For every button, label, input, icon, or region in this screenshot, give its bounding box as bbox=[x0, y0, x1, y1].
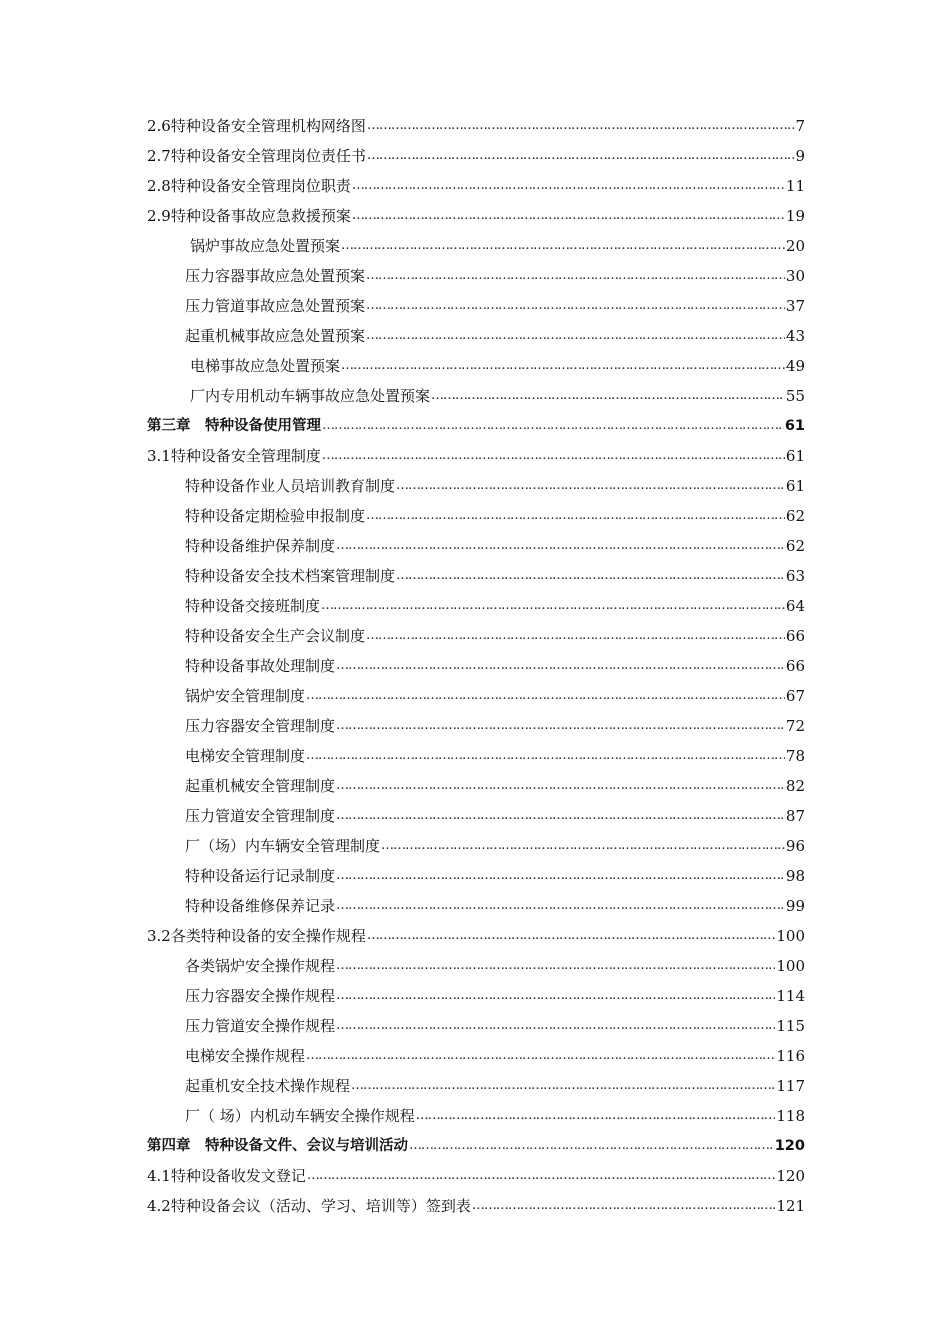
toc-entry[interactable] bbox=[0, 891, 950, 921]
toc-chapter-entry[interactable] bbox=[0, 1131, 950, 1161]
toc-entry[interactable] bbox=[0, 321, 950, 351]
toc-entry[interactable] bbox=[0, 441, 950, 471]
toc-entry-title: 电梯安全操作规程 bbox=[185, 1047, 306, 1065]
toc-entry-title: 厂（ 场）内机动车辆安全操作规程 bbox=[185, 1107, 415, 1125]
toc-entry-page-number: 11 bbox=[785, 177, 805, 195]
toc-entry[interactable] bbox=[0, 531, 950, 561]
toc-entry-title: 特种设备维护保养制度 bbox=[185, 537, 336, 555]
toc-entry-page-number: 43 bbox=[785, 327, 805, 345]
toc-entry-title: 2.6特种设备安全管理机构网络图 bbox=[147, 117, 366, 135]
toc-entry[interactable] bbox=[0, 681, 950, 711]
toc-leader-dots bbox=[341, 351, 785, 381]
toc-leader-dots bbox=[336, 981, 775, 1011]
toc-entry[interactable] bbox=[0, 771, 950, 801]
toc-leader-dots bbox=[307, 1161, 776, 1191]
toc-entry[interactable] bbox=[0, 381, 950, 411]
toc-leader-dots bbox=[367, 111, 795, 141]
toc-entry-title: 特种设备维修保养记录 bbox=[185, 897, 336, 915]
toc-entry-page-number: 55 bbox=[785, 387, 805, 405]
toc-entry[interactable] bbox=[0, 921, 950, 951]
toc-entry-page-number: 7 bbox=[795, 117, 805, 135]
toc-entry-title: 2.9特种设备事故应急救援预案 bbox=[147, 207, 351, 225]
toc-entry-title: 3.2各类特种设备的安全操作规程 bbox=[147, 927, 366, 945]
toc-entry[interactable] bbox=[0, 741, 950, 771]
toc-leader-dots bbox=[322, 411, 784, 441]
toc-entry-page-number: 100 bbox=[776, 927, 805, 945]
toc-entry[interactable] bbox=[0, 111, 950, 141]
toc-entry-page-number: 66 bbox=[785, 657, 805, 675]
toc-leader-dots bbox=[396, 471, 785, 501]
toc-entry-title: 压力管道事故应急处置预案 bbox=[185, 297, 366, 315]
toc-leader-dots bbox=[306, 741, 785, 771]
toc-leader-dots bbox=[352, 171, 785, 201]
toc-leader-dots bbox=[366, 261, 785, 291]
toc-entry-page-number: 117 bbox=[776, 1077, 805, 1095]
toc-leader-dots bbox=[352, 201, 785, 231]
toc-entry-title: 压力容器事故应急处置预案 bbox=[185, 267, 366, 285]
toc-entry[interactable] bbox=[0, 201, 950, 231]
toc-entry[interactable] bbox=[0, 501, 950, 531]
toc-leader-dots bbox=[336, 531, 785, 561]
toc-entry-page-number: 82 bbox=[785, 777, 805, 795]
toc-entry-title: 2.8特种设备安全管理岗位职责 bbox=[147, 177, 351, 195]
toc-leader-dots bbox=[472, 1191, 776, 1221]
toc-entry-page-number: 19 bbox=[785, 207, 805, 225]
toc-entry-title: 压力管道安全操作规程 bbox=[185, 1017, 336, 1035]
toc-entry-title: 起重机械安全管理制度 bbox=[185, 777, 336, 795]
toc-leader-dots bbox=[336, 651, 785, 681]
toc-entry-title: 锅炉安全管理制度 bbox=[185, 687, 306, 705]
toc-entry[interactable] bbox=[0, 261, 950, 291]
toc-entry-page-number: 100 bbox=[776, 957, 805, 975]
toc-leader-dots bbox=[341, 231, 785, 261]
toc-entry-page-number: 115 bbox=[776, 1017, 805, 1035]
toc-entry[interactable] bbox=[0, 291, 950, 321]
toc-entry-title: 压力容器安全操作规程 bbox=[185, 987, 336, 1005]
toc-leader-dots bbox=[336, 1011, 775, 1041]
toc-leader-dots bbox=[336, 771, 785, 801]
toc-entry-page-number: 66 bbox=[785, 627, 805, 645]
toc-entry-page-number: 120 bbox=[774, 1138, 805, 1154]
toc-leader-dots bbox=[396, 561, 785, 591]
toc-entry-page-number: 30 bbox=[785, 267, 805, 285]
toc-entry-title: 特种设备安全技术档案管理制度 bbox=[185, 567, 396, 585]
toc-leader-dots bbox=[366, 501, 785, 531]
toc-entry-page-number: 63 bbox=[785, 567, 805, 585]
toc-entry-title: 特种设备作业人员培训教育制度 bbox=[185, 477, 396, 495]
toc-entry-title: 压力管道安全管理制度 bbox=[185, 807, 336, 825]
toc-leader-dots bbox=[416, 1101, 776, 1131]
toc-entry-page-number: 49 bbox=[785, 357, 805, 375]
toc-entry-title: 厂内专用机动车辆事故应急处置预案 bbox=[190, 387, 431, 405]
toc-entry[interactable] bbox=[0, 981, 950, 1011]
toc-entry-page-number: 62 bbox=[785, 537, 805, 555]
toc-leader-dots bbox=[409, 1131, 774, 1161]
toc-entry-title: 特种设备定期检验申报制度 bbox=[185, 507, 366, 525]
toc-entry-page-number: 99 bbox=[785, 897, 805, 915]
toc-leader-dots bbox=[336, 801, 785, 831]
toc-entry[interactable] bbox=[0, 831, 950, 861]
toc-entry[interactable] bbox=[0, 711, 950, 741]
toc-entry-title: 3.1特种设备安全管理制度 bbox=[147, 447, 321, 465]
toc-leader-dots bbox=[367, 921, 776, 951]
toc-entry-title: 起重机安全技术操作规程 bbox=[185, 1077, 351, 1095]
toc-leader-dots bbox=[351, 1071, 775, 1101]
toc-entry-page-number: 87 bbox=[785, 807, 805, 825]
toc-leader-dots bbox=[306, 681, 785, 711]
toc-entry[interactable] bbox=[0, 1071, 950, 1101]
toc-entry-title: 4.2特种设备会议（活动、学习、培训等）签到表 bbox=[147, 1197, 471, 1215]
toc-entry-title: 各类锅炉安全操作规程 bbox=[185, 957, 336, 975]
toc-entry-title: 特种设备交接班制度 bbox=[185, 597, 321, 615]
toc-leader-dots bbox=[306, 1041, 775, 1071]
toc-entry-page-number: 20 bbox=[785, 237, 805, 255]
toc-entry-title: 特种设备安全生产会议制度 bbox=[185, 627, 366, 645]
toc-entry[interactable] bbox=[0, 141, 950, 171]
table-of-contents bbox=[0, 111, 950, 1221]
toc-leader-dots bbox=[367, 141, 795, 171]
toc-entry[interactable] bbox=[0, 1011, 950, 1041]
toc-leader-dots bbox=[336, 861, 785, 891]
toc-entry-title: 第三章 特种设备使用管理 bbox=[147, 418, 321, 434]
toc-entry-page-number: 9 bbox=[795, 147, 805, 165]
toc-entry-title: 2.7特种设备安全管理岗位责任书 bbox=[147, 147, 366, 165]
toc-entry[interactable] bbox=[0, 591, 950, 621]
toc-leader-dots bbox=[336, 951, 775, 981]
toc-leader-dots bbox=[431, 381, 785, 411]
toc-entry-page-number: 120 bbox=[776, 1167, 805, 1185]
toc-entry[interactable] bbox=[0, 651, 950, 681]
toc-entry[interactable] bbox=[0, 471, 950, 501]
toc-entry-page-number: 114 bbox=[776, 987, 805, 1005]
toc-entry-page-number: 121 bbox=[776, 1197, 805, 1215]
toc-leader-dots bbox=[366, 291, 785, 321]
toc-entry-page-number: 37 bbox=[785, 297, 805, 315]
toc-entry-page-number: 61 bbox=[785, 447, 805, 465]
toc-entry[interactable] bbox=[0, 171, 950, 201]
toc-entry-page-number: 61 bbox=[784, 418, 805, 434]
toc-entry[interactable] bbox=[0, 621, 950, 651]
toc-entry-page-number: 64 bbox=[785, 597, 805, 615]
toc-entry[interactable] bbox=[0, 861, 950, 891]
toc-entry-title: 锅炉事故应急处置预案 bbox=[190, 237, 341, 255]
toc-leader-dots bbox=[366, 321, 785, 351]
toc-entry-page-number: 72 bbox=[785, 717, 805, 735]
toc-entry-page-number: 96 bbox=[785, 837, 805, 855]
toc-entry-title: 厂（场）内车辆安全管理制度 bbox=[185, 837, 381, 855]
toc-entry[interactable] bbox=[0, 561, 950, 591]
toc-entry-title: 起重机械事故应急处置预案 bbox=[185, 327, 366, 345]
toc-entry-page-number: 118 bbox=[776, 1107, 805, 1125]
toc-entry[interactable] bbox=[0, 801, 950, 831]
toc-entry-page-number: 61 bbox=[785, 477, 805, 495]
toc-entry-page-number: 67 bbox=[785, 687, 805, 705]
toc-entry-title: 4.1特种设备收发文登记 bbox=[147, 1167, 306, 1185]
toc-entry-page-number: 98 bbox=[785, 867, 805, 885]
toc-entry[interactable] bbox=[0, 1101, 950, 1131]
toc-leader-dots bbox=[321, 591, 785, 621]
toc-entry-title: 特种设备事故处理制度 bbox=[185, 657, 336, 675]
toc-leader-dots bbox=[336, 891, 785, 921]
toc-entry-title: 电梯事故应急处置预案 bbox=[190, 357, 341, 375]
toc-entry[interactable] bbox=[0, 231, 950, 261]
toc-entry-page-number: 78 bbox=[785, 747, 805, 765]
toc-leader-dots bbox=[366, 621, 785, 651]
toc-leader-dots bbox=[381, 831, 785, 861]
toc-entry-title: 压力容器安全管理制度 bbox=[185, 717, 336, 735]
toc-entry[interactable] bbox=[0, 1161, 950, 1191]
toc-entry[interactable] bbox=[0, 351, 950, 381]
toc-entry-title: 电梯安全管理制度 bbox=[185, 747, 306, 765]
toc-entry[interactable] bbox=[0, 1191, 950, 1221]
toc-leader-dots bbox=[322, 441, 785, 471]
toc-leader-dots bbox=[336, 711, 785, 741]
toc-entry-title: 特种设备运行记录制度 bbox=[185, 867, 336, 885]
toc-entry[interactable] bbox=[0, 1041, 950, 1071]
toc-entry-page-number: 62 bbox=[785, 507, 805, 525]
toc-chapter-entry[interactable] bbox=[0, 411, 950, 441]
toc-entry-title: 第四章 特种设备文件、会议与培训活动 bbox=[147, 1138, 408, 1154]
toc-entry-page-number: 116 bbox=[776, 1047, 805, 1065]
toc-entry[interactable] bbox=[0, 951, 950, 981]
